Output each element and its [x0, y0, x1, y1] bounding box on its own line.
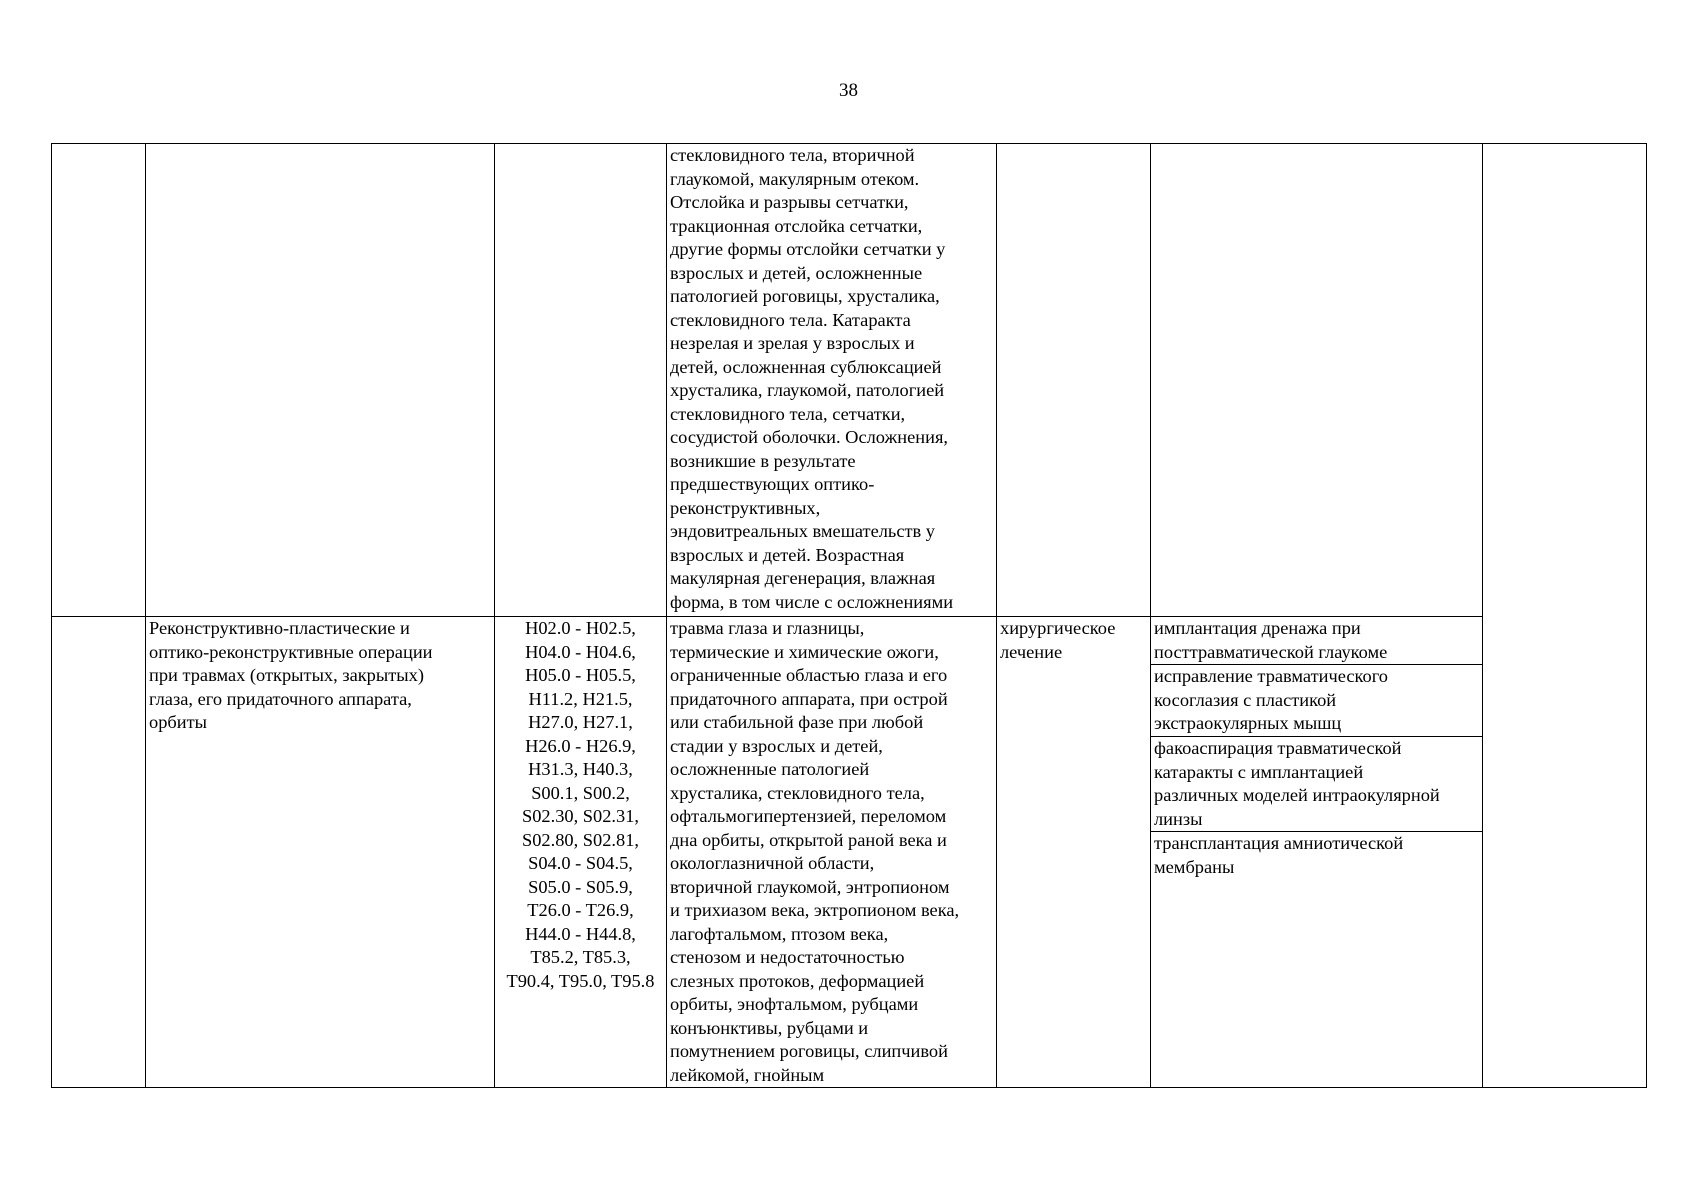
treatment-method-line: исправление травматического: [1154, 666, 1389, 686]
care-type-line: орбиты: [149, 712, 207, 732]
treatment-type-cell: [997, 144, 1151, 617]
treatment-type-cell: [997, 617, 1151, 1088]
treatment-method-cell: [1151, 144, 1483, 617]
table-row: [52, 617, 1647, 665]
treatment-method-line: трансплантация амниотической: [1154, 833, 1404, 853]
icd-code-line: S02.80, S02.81,: [521, 829, 639, 850]
diagnosis-line: и трихиазом века, эктропионом века,: [670, 900, 960, 920]
care-type-line: глаза, его придаточного аппарата,: [149, 688, 412, 709]
icd-code-line: H11.2, H21.5,: [528, 688, 633, 709]
diagnosis-line: травма глаза и глазницы,: [670, 618, 865, 638]
diagnosis-line: стенозом и недостаточностью: [670, 947, 905, 967]
diagnosis-line: реконструктивных,: [670, 497, 821, 518]
icd-code-line: T26.0 - T26.9,: [527, 900, 634, 920]
diagnosis-line: конъюнктивы, рубцами и: [670, 1017, 869, 1038]
treatment-method-line: катаракты с имплантацией: [1154, 761, 1364, 782]
treatment-method-cell: [1151, 617, 1483, 665]
icd-code-line: H04.0 - H04.6,: [525, 641, 636, 662]
icd-code-line: S02.30, S02.31,: [521, 806, 639, 826]
icd-code-line: H31.3, H40.3,: [528, 759, 633, 779]
treatment-type-line: лечение: [1000, 641, 1063, 662]
icd-code-cell: [495, 617, 667, 1088]
icd-code-line: H26.0 - H26.9,: [525, 735, 636, 756]
icd-code-line: H05.0 - H05.5,: [525, 665, 636, 685]
diagnosis-cell: [667, 144, 997, 617]
treatment-method-line: различных моделей интраокулярной: [1154, 785, 1440, 805]
diagnosis-line: детей, осложненная сублюксацией: [670, 356, 942, 377]
treatment-method-line: посттравматической глаукоме: [1154, 641, 1388, 662]
icd-code-line: H02.0 - H02.5,: [525, 618, 636, 638]
treatment-method-line: косоглазия с пластикой: [1154, 689, 1337, 710]
diagnosis-line: стекловидного тела. Катаракта: [670, 309, 911, 330]
care-type-line: оптико-реконструктивные операции: [149, 641, 433, 662]
diagnosis-line: ограниченные областью глаза и его: [670, 665, 948, 685]
diagnosis-line: возникшие в результате: [670, 450, 856, 471]
icd-code-line: H44.0 - H44.8,: [525, 923, 636, 944]
standard-cell: [1483, 144, 1647, 1088]
diagnosis-line: форма, в том числе с осложнениями: [670, 591, 954, 612]
treatment-method-line: линзы: [1154, 808, 1203, 829]
diagnosis-line: незрелая и зрелая у взрослых и: [670, 333, 915, 353]
diagnosis-line: офтальмогипертензией, переломом: [670, 806, 947, 826]
care-type-line: Реконструктивно-пластические и: [149, 618, 410, 638]
index-cell: [52, 617, 146, 1088]
diagnosis-line: макулярная дегенерация, влажная: [670, 568, 936, 588]
icd-code-cell: [495, 144, 667, 617]
diagnosis-line: окологлазничной области,: [670, 853, 875, 873]
diagnosis-line: глаукомой, макулярным отеком.: [670, 168, 920, 189]
page-number: 38: [839, 80, 858, 101]
diagnosis-line: лагофтальмом, птозом века,: [670, 923, 889, 944]
icd-code-line: S05.0 - S05.9,: [528, 876, 633, 897]
diagnosis-line: стадии у взрослых и детей,: [670, 735, 883, 756]
diagnosis-line: Отслойка и разрывы сетчатки,: [670, 192, 909, 212]
diagnosis-line: осложненные патологией: [670, 759, 870, 779]
care-type-line: при травмах (открытых, закрытых): [149, 665, 424, 685]
diagnosis-line: эндовитреальных вмешательств у: [670, 521, 935, 541]
icd-code-line: S00.1, S00.2,: [531, 782, 630, 803]
care-type-cell: [146, 617, 495, 1088]
diagnosis-line: помутнением роговицы, слипчивой: [670, 1041, 948, 1061]
diagnosis-line: патологией роговицы, хрусталика,: [670, 286, 940, 306]
diagnosis-line: придаточного аппарата, при острой: [670, 688, 948, 709]
medical-care-table: [51, 143, 1647, 1088]
continuation-row: [52, 144, 1647, 617]
diagnosis-line: термические и химические ожоги,: [670, 641, 939, 662]
treatment-method-cell: [1151, 737, 1483, 832]
icd-code-line: T85.2, T85.3,: [530, 947, 631, 967]
treatment-method-line: имплантация дренажа при: [1154, 618, 1361, 638]
diagnosis-line: стекловидного тела, сетчатки,: [670, 403, 906, 424]
diagnosis-line: взрослых и детей, осложненные: [670, 262, 923, 283]
index-cell: [52, 144, 146, 617]
diagnosis-line: хрусталика, стекловидного тела,: [670, 782, 925, 803]
care-type-cell: [146, 144, 495, 617]
diagnosis-line: стекловидного тела, вторичной: [670, 145, 915, 165]
diagnosis-line: предшествующих оптико-: [670, 474, 875, 494]
treatment-type-line: хирургическое: [1000, 618, 1116, 638]
icd-code-line: T90.4, T95.0, T95.8: [506, 970, 655, 991]
diagnosis-line: слезных протоков, деформацией: [670, 970, 925, 991]
treatment-method-cell: [1151, 665, 1483, 737]
diagnosis-line: другие формы отслойки сетчатки у: [670, 239, 946, 259]
diagnosis-line: вторичной глаукомой, энтропионом: [670, 876, 950, 897]
diagnosis-line: тракционная отслойка сетчатки,: [670, 215, 923, 236]
diagnosis-line: или стабильной фазе при любой: [670, 712, 924, 732]
icd-code-line: H27.0, H27.1,: [528, 712, 633, 732]
treatment-method-line: экстраокулярных мышц: [1154, 713, 1342, 733]
diagnosis-line: сосудистой оболочки. Осложнения,: [670, 427, 948, 447]
diagnosis-line: взрослых и детей. Возрастная: [670, 544, 905, 565]
treatment-method-line: факоаспирация травматической: [1154, 738, 1402, 758]
diagnosis-line: дна орбиты, открытой раной века и: [670, 829, 947, 850]
diagnosis-cell: [667, 617, 997, 1088]
treatment-method-line: мембраны: [1154, 856, 1235, 877]
diagnosis-line: лейкомой, гнойным: [670, 1064, 825, 1085]
treatment-method-cell: [1151, 832, 1483, 1088]
diagnosis-line: хрусталика, глаукомой, патологией: [670, 380, 945, 400]
diagnosis-line: орбиты, энофтальмом, рубцами: [670, 994, 919, 1014]
icd-code-line: S04.0 - S04.5,: [528, 853, 633, 873]
